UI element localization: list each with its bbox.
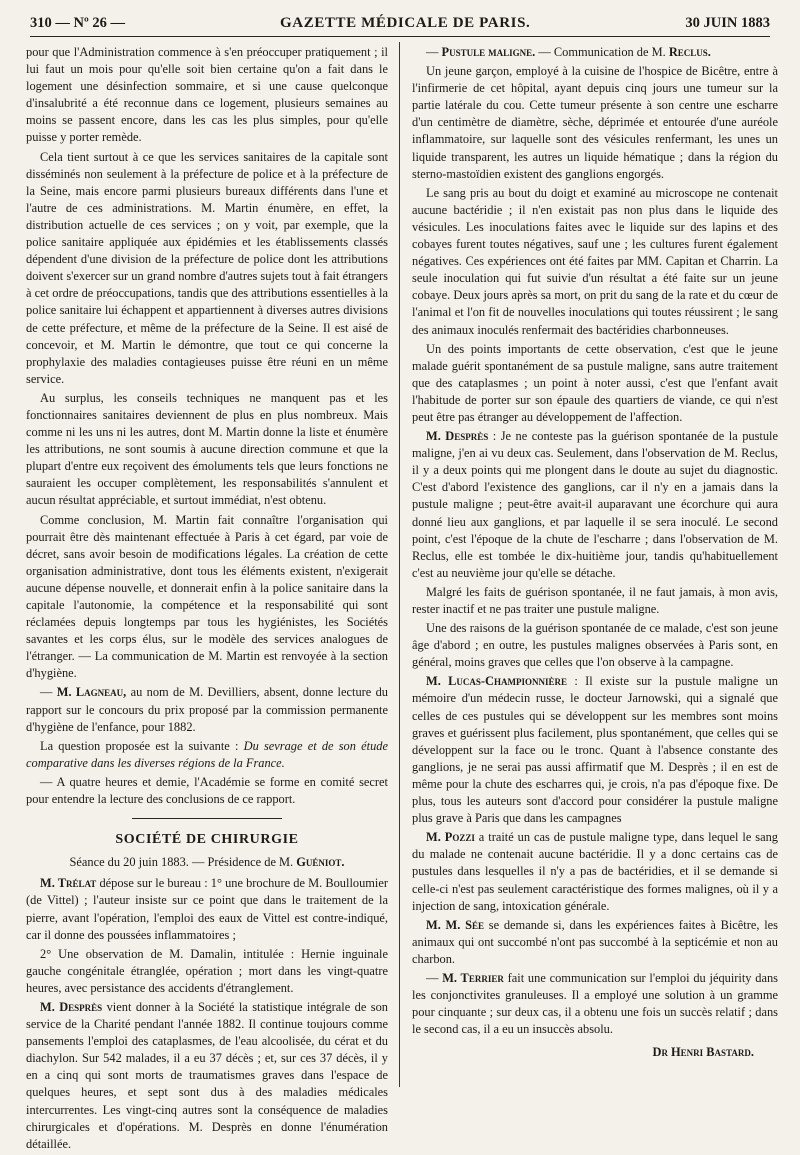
paragraph: M. Desprès : Je ne conteste pas la guérison spontanée de la pustule maligne, j'en ai vu deux cas. Seulement, dans l'observation de M. Reclus, il y a deux points qui me plongent dans le doute au sujet du diagnostic. C'est d'abord l'existence des ganglions, car il n'y en a jamais dans la pustule maligne ; peut-être avait-il auparavant une écorchure qui aura donné lieu aux ganglions, et par laquelle il se sera inoculé. Le second point, c'est l'époque de la chute de l'escharre ; dans l'observation de M. Reclus, elle est tombée le dix-huitième jour, tandis qu'habituellement c'est au neuvième jour qu'elle se détache. bbox=[412, 429, 778, 580]
speaker-name: M. Pozzi bbox=[426, 830, 475, 845]
paragraph: M. Desprès vient donner à la Société la statistique intégrale de son service de la Charité pendant l'année 1882. Il continue toujours comme pansements l'emploi des cataplasmes, de l'eau alcoolisée, du cérat et du diachylon. Sur 542 malades, il a eu 37 décès ; et, sur ces 37 décès, il y en a cinq qui sont morts de traumatismes graves dans l'espace de quelques heures, et sept sont dus à des maladies médicales intercurrentes. Les vingt-cinq autres sont la conséquence de maladies chirurgicales et d'opérations. M. Desprès en donne l'énumération détaillée. bbox=[26, 999, 388, 1151]
left-column bbox=[26, 44, 388, 1155]
paragraph: pour que l'Administration commence à s'en préoccuper pratiquement ; il lui faut un mois pour qu'elle soit bien certaine qu'on a fait dans le logement une désinfection sommaire, et si une cause quelconque d'insalubrité a été reconnue dans ce logement, plusieurs semaines au moins se passent encore, dans les cas les plus simples, pour qu'elle puisse y porter remède. bbox=[26, 45, 388, 145]
right-column bbox=[412, 44, 778, 1061]
speaker-name: M. Lucas-Championnière bbox=[426, 674, 567, 689]
paragraph: M. Trélat dépose sur le bureau : 1° une brochure de M. Boulloumier (de Vittel) ; l'auteur insiste sur ce point que dans le traitement de la pierre, avant l'opération, l'emploi des eaux de Vittel est contre-indiqué, car il donne des poussées inflammatoires ; bbox=[26, 876, 388, 942]
speaker-name: M. Desprès bbox=[426, 429, 489, 444]
section-title: SOCIÉTÉ DE CHIRURGIE bbox=[115, 832, 299, 848]
paragraph: Le sang pris au bout du doigt et examiné au microscope ne contenait aucune bactéridie ; il n'en existait pas non plus dans le liquide des vésicules. Les inoculations faites avec le liquide sur des lapins et des cobayes furent toutes négatives, sauf une ; les cultures furent également négatives. Ces expériences ont été faites par MM. Capitan et Charrin. La seule inoculation qui fut suivie d'un résultat a été faite sur un jeune cobaye. Deux jours après sa mort, on prit du sang de la rate et du cœur de l'animal et l'on fit de nouvelles inoculations qui toutes réussirent ; le sang des animaux inoculés renfermait des bactéridies charbonneuses. bbox=[412, 185, 778, 337]
speaker-name: M. Trélat bbox=[40, 876, 97, 891]
paragraph: — M. Lagneau, au nom de M. Devilliers, absent, donne lecture du rapport sur le concours du prix proposé par la commission permanente d'hygiène de l'enfance, pour 1882. bbox=[26, 685, 389, 734]
paragraph: Au surplus, les conseils techniques ne manquent pas et les fonctionnaires sanitaires deviennent de plus en plus nombreux. Mais comme ni les uns ni les autres, dont M. Martin donne la liste et énumère les attributions, ne sont soumis à aucune direction commune et que la plupart d'entre eux reçoivent des émoluments tels que leurs fonctions ne sauraient les occuper complètement, les responsabilités s'annulent et aucun résultat appréciable, et surtout immédiat, n'est obtenu. bbox=[26, 390, 388, 508]
speaker-name: M. Desprès bbox=[40, 999, 103, 1014]
paragraph: Malgré les faits de guérison spontanée, il ne faut jamais, à mon avis, rester inactif et ne pas traiter une pustule maligne. bbox=[412, 584, 778, 616]
paragraph: — Pustule maligne. — Communication de M. Reclus. bbox=[426, 45, 711, 59]
column-divider bbox=[399, 42, 400, 1087]
question-title: Du sevrage et de son étude comparative dans les diverses régions de la France. bbox=[26, 738, 388, 770]
paragraph: 2° Une observation de M. Damalin, intitulée : Hernie inguinale gauche congénitale étranglée, opération ; mort dans les vingt-quatre heures, avec persistance des accidents d'étranglement. bbox=[26, 946, 388, 995]
seance-line: Séance du 20 juin 1883. — Présidence de M. Guéniot. bbox=[69, 855, 345, 870]
paragraph: M. Pozzi a traité un cas de pustule maligne type, dans lequel le sang du malade ne contenait aucune bactéridie. Il y a donc certains cas de pustules dans lesquelles il n'y a pas de bactéridies, et il se demande si celle-ci n'est pas seulement caractéristique des formes malignes, où il y a injection de sang, intoxication générale. bbox=[412, 830, 779, 913]
paragraph: Cela tient surtout à ce que les services sanitaires de la capitale sont disséminés non seulement à la préfecture de police et à la préfecture de la Seine, mais encore parmi plusieurs bureaux différents dans l'une et l'autre de ces administrations. M. Martin énumère, en effet, la distribution actuelle de ces services ; on y voit, par exemple, que la police sanitaire appliquée aux épidémies et les établissements classés dépendent d'une division de la préfecture de police dont les attributions doivent s'exercer sur un grand nombre d'autres sujets tout à fait étrangers à cet ordre de préoccupations, tandis que des attributions essentielles à la police sanitaire lui échappent et appartiennent à diverses autres divisions de cette préfecture, et même de la préfecture de la Seine. Il est aisé de concevoir, et M. Martin le démontre, que tout ce qui concerne la prophylaxie des maladies contagieuses puisse être réuni en un même service. bbox=[26, 149, 388, 386]
page-number: 310 — Nº 26 — bbox=[30, 14, 126, 31]
paragraph: Une des raisons de la guérison spontanée de ce malade, c'est son jeune âge d'abord ; en outre, les pustules malignes observées à Paris sont, en général, moins graves que celles que l'on observe à la campagne. bbox=[412, 621, 778, 670]
journal-title: GAZETTE MÉDICALE DE PARIS. bbox=[280, 14, 531, 31]
paragraph: Comme conclusion, M. Martin fait connaître l'organisation qui pourrait être dès maintenant effectuée à Paris à cet égard, par voie de décret, sans avoir besoin de modifications légales. La création de cette organisation administrative, dont tous les éléments existent, n'exigerait aucune dépense nouvelle, et donnerait enfin à la police sanitaire dans la capitale l'autonomie, la compétence et la responsabilité qui sont réclamées depuis longtemps par tous les hygiénistes, les Sociétés savantes et les corps élus, sur le modèle des services analogues de l'étranger. — La communication de M. Martin est renvoyée à la section d'hygiène. bbox=[26, 512, 388, 681]
paragraph: La question proposée est la suivante : Du sevrage et de son étude comparative dans les diverses régions de la France. bbox=[26, 738, 388, 770]
issue-date: 30 JUIN 1883 bbox=[685, 14, 770, 31]
page-header bbox=[30, 10, 770, 37]
author-signature: Dr Henri Bastard. bbox=[652, 1045, 754, 1060]
section-rule bbox=[132, 818, 282, 819]
speaker-name: M. Lagneau, bbox=[56, 685, 127, 700]
paragraph: Un jeune garçon, employé à la cuisine de l'hospice de Bicêtre, entre à l'infirmerie de cet hôpital, ayant depuis cinq jours une tumeur sur la partie latérale du cou. Cette tumeur présente à son centre une escharre d'un centimètre de diamètre, sèche, déprimée et entourée d'une auréole inflammatoire, sur laquelle sont des vésicules renfermant, les unes un liquide transparent, les autres un liquide hématique ; dans la région du sterno-mastoïdien existent des ganglions engorgés. bbox=[412, 64, 778, 181]
paragraph: — M. Terrier fait une communication sur l'emploi du jéquirity dans les conjonctivites granuleuses. Il a employé une solution à un gramme pour cinquante ; sur deux cas, il a obtenu une fois un succès relatif ; dans le second cas, il a eu un insuccès absolu. bbox=[412, 970, 778, 1037]
speaker-name: M. M. Sée bbox=[426, 917, 485, 932]
paragraph: M. M. Sée se demande si, dans les expériences faites à Bicêtre, les animaux qui ont succombé n'ont pas succombé à la septicémie et non au charbon. bbox=[412, 917, 778, 966]
speaker-name: M. Terrier bbox=[442, 970, 504, 985]
paragraph: M. Lucas-Championnière : Il existe sur la pustule maligne un mémoire d'un médecin russe, le docteur Jarnowski, qui a signalé que celles de ces pustules qui se développent sur les membres sont moins graves et guérissent plus facilement, plus spontanément, que celles qui se développent sur la face ou le tronc. Quant à l'absence constante des ganglions, je ne serai pas aussi affirmatif que M. Desprès ; il en est de même pour la chute des escharres qui, je crois, n'a pas d'époque fixe. De plus, tous les auteurs sont d'accord pour considérer la pustule maligne plus grave à Paris que dans les campagnes bbox=[412, 674, 778, 826]
paragraph: Un des points importants de cette observation, c'est que le jeune malade guérit spontanément de sa pustule maligne, sans autre traitement que des cataplasmes ; un point à noter aussi, c'est que l'enfant avait l'habitude de porter sur son épaule des quartiers de viande, ce qui n'est peut être pas étranger au développement de l'affection. bbox=[412, 341, 778, 424]
paragraph: — A quatre heures et demie, l'Académie se forme en comité secret pour entendre la lecture des conclusions de ce rapport. bbox=[26, 774, 388, 807]
